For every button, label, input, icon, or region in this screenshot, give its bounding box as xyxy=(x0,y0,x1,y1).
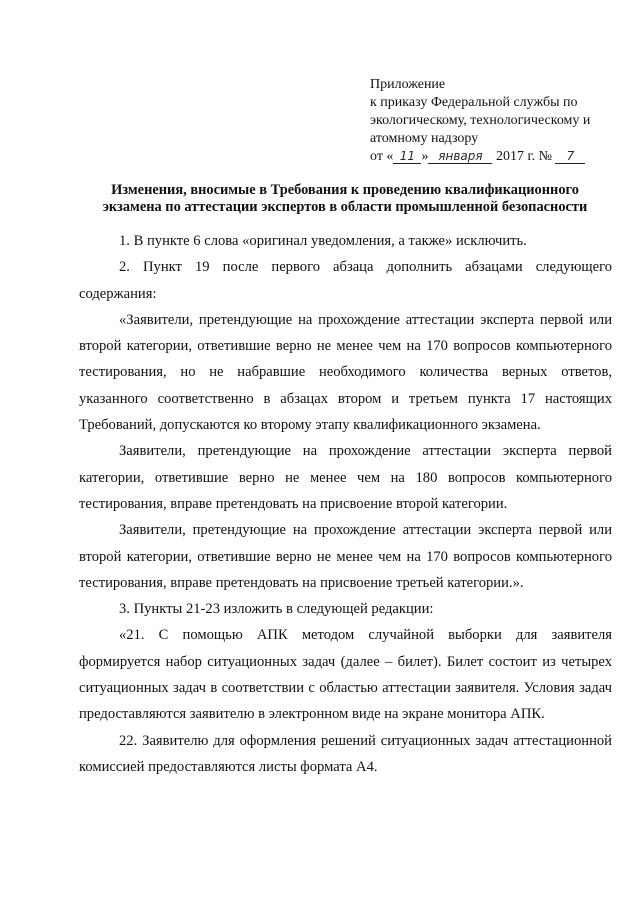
appendix-line-4: атомному надзору xyxy=(370,131,479,146)
paragraph-quote-2: Заявители, претендующие на прохождение аттестации эксперта первой категории, ответившие верно не менее чем на 180 вопросов компьютерного тестирования, вправе претендовать на присвоение второй категории. xyxy=(79,443,612,512)
date-year: 2017 г. № xyxy=(492,149,556,164)
document-title xyxy=(80,182,610,216)
paragraph-point-22: 22. Заявителю для оформления решений ситуационных задач аттестационной комиссией предоставляются листы формата А4. xyxy=(79,732,612,775)
paragraph-quote-1: «Заявители, претендующие на прохождение аттестации эксперта первой или второй категории, ответившие верно не менее чем на 170 вопросов компьютерного тестирования, но не набравшие необходимого количества верных ответов, указанного соответственно в абзацах втором и третьем пункта 17 настоящих Требований, допускаются ко второму этапу квалификационного экзамена. xyxy=(79,311,612,434)
date-prefix: от « xyxy=(370,149,394,164)
date-mid: » xyxy=(421,149,429,164)
appendix-line-2: к приказу Федеральной службы по xyxy=(370,95,578,110)
appendix-block xyxy=(370,76,620,166)
title-line-2: экзамена по аттестации экспертов в области промышленной безопасности xyxy=(102,199,588,215)
handwritten-day: 11 xyxy=(393,149,421,164)
handwritten-month: января xyxy=(428,149,492,164)
paragraph-item-3: 3. Пункты 21-23 изложить в следующей редакции: xyxy=(119,601,434,618)
paragraph-quote-3: Заявители, претендующие на прохождение аттестации эксперта первой или второй категории, ответившие верно не менее чем на 170 вопросов компьютерного тестирования, вправе претендовать на присвоение третьей категории.». xyxy=(79,522,612,591)
title-line-1: Изменения, вносимые в Требования к проведению квалификационного xyxy=(111,182,579,198)
handwritten-order-number: 7 xyxy=(555,149,585,164)
appendix-date-line xyxy=(370,148,620,166)
appendix-line-3: экологическому, технологическому и xyxy=(370,113,591,128)
paragraph-point-21: «21. С помощью АПК методом случайной выборки для заявителя формируется набор ситуационных задач (далее – билет). Билет состоит из четырех ситуационных задач в соответствии с областью аттестации заявителя. Условия задач предоставляются заявителю в электронном виде на экране монитора АПК. xyxy=(79,627,612,723)
document-body xyxy=(79,228,612,780)
appendix-line-1: Приложение xyxy=(370,77,446,92)
paragraph-item-2: 2. Пункт 19 после первого абзаца дополнить абзацами следующего содержания: xyxy=(79,259,612,302)
paragraph-item-1: 1. В пункте 6 слова «оригинал уведомления, а также» исключить. xyxy=(119,233,527,249)
